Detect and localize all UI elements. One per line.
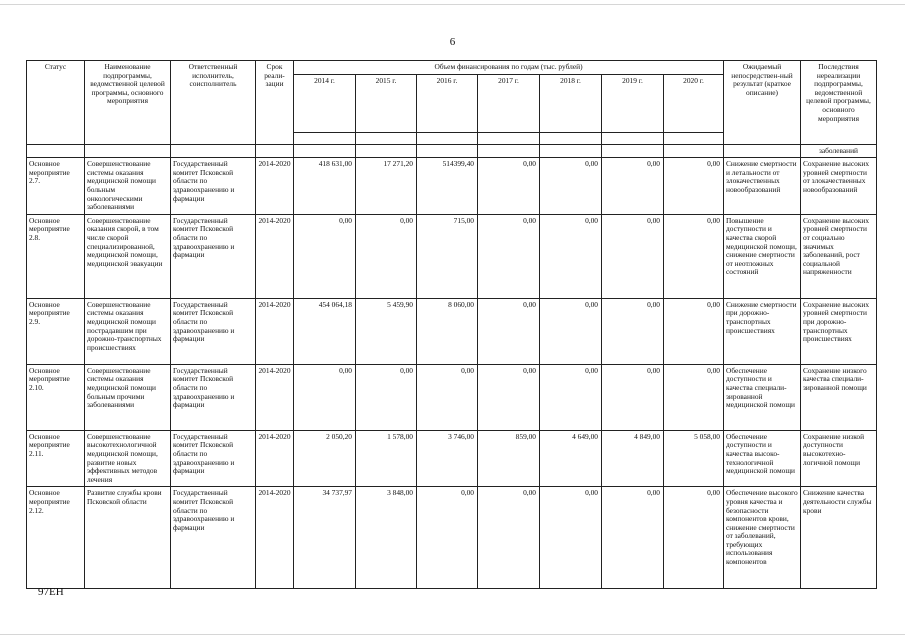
- row-value: 0,00: [664, 364, 724, 430]
- row-value: 0,00: [540, 214, 602, 298]
- row-value: 34 737,97: [294, 487, 356, 589]
- row-value: 0,00: [602, 158, 664, 215]
- row-value: 0,00: [602, 364, 664, 430]
- table-row: [27, 487, 877, 589]
- row-value: 3 746,00: [417, 430, 478, 487]
- row-consequences: Сохранение высоких уровней смертности от социально значимых заболеваний, рост социальной напряженности: [801, 214, 877, 298]
- row-term: 2014-2020: [256, 298, 294, 364]
- row-value: 0,00: [540, 487, 602, 589]
- header-year: 2020 г.: [664, 74, 724, 132]
- header-year: 2018 г.: [540, 74, 602, 132]
- row-value: 454 064,18: [294, 298, 356, 364]
- row-consequences: Сохранение низкой доступности высокотехно-логичной помощи: [801, 430, 877, 487]
- row-value: 0,00: [664, 298, 724, 364]
- row-value: 0,00: [417, 487, 478, 589]
- row-value: 0,00: [602, 487, 664, 589]
- header-funding: Объем финансирования по годам (тыс. рублей): [294, 61, 724, 75]
- header-year: 2015 г.: [356, 74, 417, 132]
- row-value: 859,00: [478, 430, 540, 487]
- row-value: 0,00: [294, 214, 356, 298]
- row-value: 8 060,00: [417, 298, 478, 364]
- row-value: 0,00: [294, 364, 356, 430]
- row-result: Обеспечение доступности и качества специали-зированной медицинской помощи: [724, 364, 801, 430]
- row-name: Совершенствование системы оказания медицинской помощи больным онкологическими заболеваниями: [85, 158, 171, 215]
- scan-artifact-top: [0, 4, 905, 5]
- table-row: [27, 158, 877, 215]
- row-value: 715,00: [417, 214, 478, 298]
- row-status: Основное мероприятие 2.11.: [27, 430, 85, 487]
- row-value: 3 848,00: [356, 487, 417, 589]
- header-status: Статус: [27, 61, 85, 145]
- row-value: 418 631,00: [294, 158, 356, 215]
- row-value: 4 649,00: [540, 430, 602, 487]
- row-name: Совершенствование высокотехнологичной медицинской помощи, развитие новых эффективных методов лечения: [85, 430, 171, 487]
- row-status: Основное мероприятие 2.12.: [27, 487, 85, 589]
- row-value: 0,00: [356, 364, 417, 430]
- row-value: 0,00: [664, 214, 724, 298]
- row-consequences: Сохранение высоких уровней смертности от злокачественных новообразований: [801, 158, 877, 215]
- row-value: 0,00: [478, 158, 540, 215]
- row-status: Основное мероприятие 2.10.: [27, 364, 85, 430]
- row-term: 2014-2020: [256, 487, 294, 589]
- row-value: 0,00: [540, 158, 602, 215]
- row-status: Основное мероприятие 2.8.: [27, 214, 85, 298]
- row-term: 2014-2020: [256, 158, 294, 215]
- carryover-cell: заболеваний: [801, 144, 877, 158]
- row-value: 0,00: [478, 487, 540, 589]
- row-name: Совершенствование оказания скорой, в том числе скорой специализированной, медицинской помощи, медицинской эвакуации: [85, 214, 171, 298]
- header-executor: Ответственный исполнитель, соисполнитель: [171, 61, 256, 145]
- row-value: 0,00: [478, 298, 540, 364]
- table-row: [27, 298, 877, 364]
- header-consequences: Последствия нереализации подпрограммы, ведомственной целевой программы, основного мероприятия: [801, 61, 877, 145]
- row-result: Обеспечение высокого уровня качества и безопасности компонентов крови, снижение смертности от заболеваний, требующих использования компонентов: [724, 487, 801, 589]
- row-value: 0,00: [540, 298, 602, 364]
- row-executor: Государственный комитет Псковской области по здравоохранению и фармации: [171, 364, 256, 430]
- row-value: 0,00: [540, 364, 602, 430]
- row-executor: Государственный комитет Псковской области по здравоохранению и фармации: [171, 298, 256, 364]
- row-name: Совершенствование системы оказания медицинской помощи пострадавшим при дорожно-транспортных происшествиях: [85, 298, 171, 364]
- header-result: Ожидаемый непосредствен-ный результат (краткое описание): [724, 61, 801, 145]
- header-year: 2014 г.: [294, 74, 356, 132]
- scan-artifact-bottom: [0, 634, 905, 635]
- row-value: 1 578,00: [356, 430, 417, 487]
- table-row: [27, 214, 877, 298]
- row-term: 2014-2020: [256, 430, 294, 487]
- row-value: 5 058,00: [664, 430, 724, 487]
- row-result: Снижение смертности при дорожно-транспортных происшествиях: [724, 298, 801, 364]
- row-status: Основное мероприятие 2.7.: [27, 158, 85, 215]
- row-value: 0,00: [478, 214, 540, 298]
- row-result: Повышение доступности и качества скорой медицинской помощи, снижение смертности от неотложных состояний: [724, 214, 801, 298]
- table-row: [27, 430, 877, 487]
- header-year: 2017 г.: [478, 74, 540, 132]
- row-consequences: Сохранение высоких уровней смертности при дорожно-транспортных происшествиях: [801, 298, 877, 364]
- row-value: 0,00: [356, 214, 417, 298]
- row-name: Развитие службы крови Псковской области: [85, 487, 171, 589]
- row-term: 2014-2020: [256, 364, 294, 430]
- row-value: 0,00: [664, 487, 724, 589]
- row-value: 17 271,20: [356, 158, 417, 215]
- row-value: 2 050,20: [294, 430, 356, 487]
- page-number: 6: [449, 36, 456, 48]
- row-result: Снижение смертности и летальности от злокачественных новообразований: [724, 158, 801, 215]
- row-result: Обеспечение доступности и качества высоко-технологичной медицинской помощи: [724, 430, 801, 487]
- footer-code: 97EH: [38, 586, 64, 598]
- row-value: 0,00: [417, 364, 478, 430]
- row-name: Совершенствование системы оказания медицинской помощи больным прочими заболеваниями: [85, 364, 171, 430]
- row-consequences: Снижение качества деятельности службы крови: [801, 487, 877, 589]
- row-term: 2014-2020: [256, 214, 294, 298]
- row-value: 0,00: [478, 364, 540, 430]
- row-consequences: Сохранение низкого качества специали-зированной помощи: [801, 364, 877, 430]
- header-year: 2016 г.: [417, 74, 478, 132]
- table-row: [27, 364, 877, 430]
- header-term: Срок реали-зации: [256, 61, 294, 145]
- row-status: Основное мероприятие 2.9.: [27, 298, 85, 364]
- header-year: 2019 г.: [602, 74, 664, 132]
- row-value: 0,00: [602, 214, 664, 298]
- header-name: Наименование подпрограммы, ведомственной целевой программы, основного мероприятия: [85, 61, 171, 145]
- row-executor: Государственный комитет Псковской области по здравоохранению и фармации: [171, 430, 256, 487]
- row-value: 0,00: [602, 298, 664, 364]
- row-value: 514399,40: [417, 158, 478, 215]
- row-executor: Государственный комитет Псковской области по здравоохранению и фармации: [171, 487, 256, 589]
- program-table: [26, 60, 877, 589]
- row-executor: Государственный комитет Псковской области по здравоохранению и фармации: [171, 214, 256, 298]
- row-executor: Государственный комитет Псковской области по здравоохранению и фармации: [171, 158, 256, 215]
- row-value: 5 459,90: [356, 298, 417, 364]
- row-value: 4 849,00: [602, 430, 664, 487]
- row-value: 0,00: [664, 158, 724, 215]
